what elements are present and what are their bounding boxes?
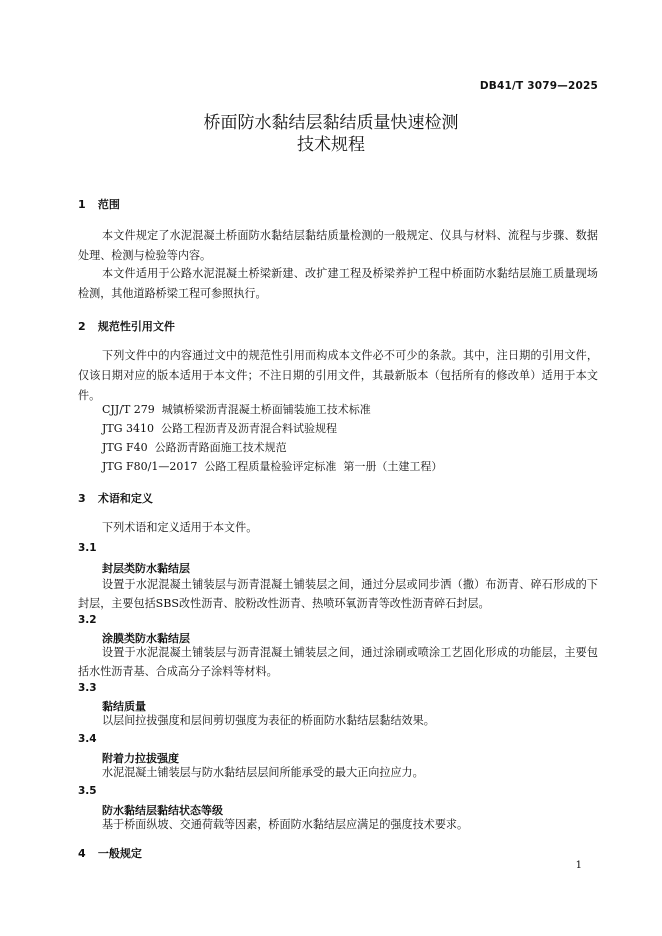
- section-1-para-1: 本文件规定了水泥混凝土桥面防水黏结层黏结质量检测的一般规定、仪具与材料、流程与步骤、数据处理、检测与检验等内容。: [78, 229, 598, 262]
- document-title: 桥面防水黏结层黏结质量快速检测: [203, 113, 459, 133]
- term-number: 3.2: [78, 614, 97, 626]
- reference-item: JTG 3410 公路工程沥青及沥青混合料试验规程: [102, 422, 338, 435]
- term-number: 3.4: [78, 733, 97, 745]
- section-4-heading: 4 一般规定: [78, 847, 142, 860]
- term-definition: 水泥混凝土铺装层与防水黏结层层间所能承受的最大正向拉应力。: [102, 766, 424, 779]
- reference-item: JTG F40 公路沥青路面施工技术规范: [102, 441, 287, 454]
- page-number: 1: [575, 860, 582, 871]
- term-name: 附着力拉拔强度: [102, 752, 179, 765]
- section-2-heading: 2 规范性引用文件: [78, 320, 175, 333]
- document-title-line2: 技术规程: [297, 135, 365, 155]
- term-name: 黏结质量: [102, 700, 146, 713]
- term-definition: 基于桥面纵坡、交通荷载等因素，桥面防水黏结层应满足的强度技术要求。: [102, 818, 469, 831]
- term-name: 涂膜类防水黏结层: [102, 632, 190, 645]
- section-3-heading: 3 术语和定义: [78, 492, 153, 505]
- term-number: 3.5: [78, 785, 97, 797]
- term-name: 封层类防水黏结层: [102, 562, 190, 575]
- section-3-intro: 下列术语和定义适用于本文件。: [102, 521, 258, 534]
- section-1-para-2: 本文件适用于公路水泥混凝土桥梁新建、改扩建工程及桥梁养护工程中桥面防水黏结层施工质量现场检测，其他道路桥梁工程可参照执行。: [78, 267, 598, 300]
- reference-item: CJJ/T 279 城镇桥梁沥青混凝土桥面铺装施工技术标准: [102, 403, 371, 416]
- term-definition: 设置于水泥混凝土铺装层与沥青混凝土铺装层之间，通过涂刷或喷涂工艺固化形成的功能层，主要包括水性沥青基、合成高分子涂料等材料。: [78, 646, 598, 678]
- term-definition: 以层间拉拔强度和层间剪切强度为表征的桥面防水黏结层黏结效果。: [102, 714, 435, 727]
- standard-code: DB41/T 3079—2025: [479, 80, 598, 92]
- section-1-heading: 1 范围: [78, 198, 120, 211]
- reference-item: JTG F80/1—2017 公路工程质量检验评定标准 第一册（土建工程）: [102, 460, 443, 473]
- term-number: 3.1: [78, 542, 97, 554]
- term-name: 防水黏结层黏结状态等级: [102, 804, 223, 817]
- term-definition: 设置于水泥混凝土铺装层与沥青混凝土铺装层之间，通过分层或同步洒（撒）布沥青、碎石形成的下封层，主要包括SBS改性沥青、胶粉改性沥青、热喷环氧沥青等改性沥青碎石封层。: [78, 578, 598, 610]
- term-number: 3.3: [78, 682, 97, 694]
- section-2-para-1: 下列文件中的内容通过文中的规范性引用而构成本文件必不可少的条款。其中，注日期的引用文件，仅该日期对应的版本适用于本文件；不注日期的引用文件，其最新版本（包括所有的修改单）适用于本文件。: [78, 349, 598, 402]
